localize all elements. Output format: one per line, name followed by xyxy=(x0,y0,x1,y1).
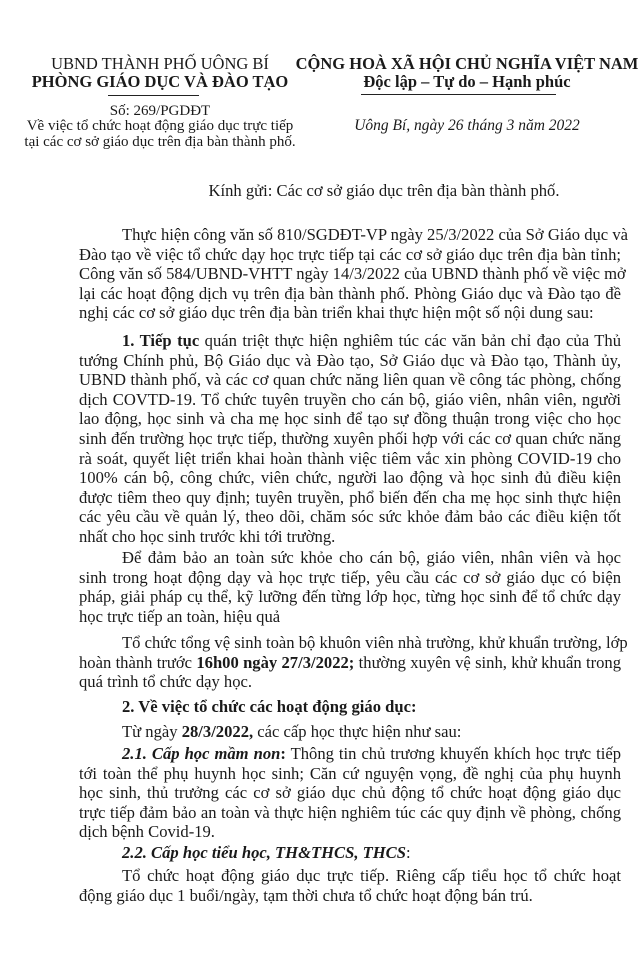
national-title: CỘNG HOÀ XÃ HỘI CHỦ NGHĨA VIỆT NAM xyxy=(295,54,639,73)
text-line: Tổ chức hoạt động giáo dục trực tiếp. Riêng cấp tiểu học tổ chức hoạt xyxy=(122,866,621,885)
place-date: Uông Bí, ngày 26 tháng 3 năm 2022 xyxy=(354,117,580,134)
text-line: nhất cho học sinh trước khi tới trường. xyxy=(79,526,336,546)
text-line: dịch bệnh Covid-19. xyxy=(79,822,215,842)
agency-underline xyxy=(108,95,199,96)
text-line xyxy=(79,331,621,351)
section-2-2-paragraph xyxy=(79,866,621,905)
intro-paragraph xyxy=(79,225,628,323)
effective-date: 28/3/2022, xyxy=(181,722,254,741)
text-segment: thường xuyên vệ sinh, khử khuẩn trong xyxy=(354,652,622,672)
text-line: các yêu cầu về quản lý, theo dõi, chăm sóc sức khỏe đảm bảo các điều kiện tốt xyxy=(79,507,621,527)
text-line: Để đảm bảo an toàn sức khỏe cho cán bộ, giáo viên, nhân viên và học xyxy=(122,548,621,567)
text-line: quá trình tổ chức dạy học. xyxy=(79,672,253,692)
document-number: Số: 269/PGDĐT xyxy=(109,103,211,119)
text-line: lại các hoạt động dịch vụ trên địa bàn thành phố. Phòng Giáo dục và Đào tạo đề xyxy=(79,283,621,303)
item-1-paragraph xyxy=(79,331,621,547)
subject-line-1: Về việc tổ chức hoạt động giáo dục trực tiếp xyxy=(26,118,294,134)
text-segment: Từ ngày xyxy=(122,722,182,741)
text-line: học trực tiếp an toàn, hiệu quả xyxy=(79,606,281,626)
motto-underline xyxy=(361,94,556,95)
text-line: sinh trong hoạt động dạy và học trực tiếp, yêu cầu các cơ sở giáo dục có biện xyxy=(79,567,621,587)
text-line: 100% cán bộ, công chức, viên chức, người lao động và học sinh đủ điều kiện xyxy=(79,468,621,488)
text-line xyxy=(79,653,621,673)
recipient-line: Kính gửi: Các cơ sở giáo dục trên địa bàn thành phố. xyxy=(208,181,560,200)
text-line: pháp, giải pháp cụ thể, kỹ lưỡng đến từng lớp học, từng học sinh để tổ chức dạy xyxy=(79,587,621,607)
text-line: tướng Chính phủ, Bộ Giáo dục và Đào tạo, Sở Giáo dục và Đào tạo, Thành ủy, xyxy=(79,350,621,370)
text-line: Thực hiện công văn số 810/SGDĐT-VP ngày 25/3/2022 của Sở Giáo dục và xyxy=(122,225,628,244)
section-2-effective-date xyxy=(122,722,461,742)
section-2-2-lead: 2.2. Cấp học tiểu học, TH&THCS, THCS xyxy=(122,843,406,862)
section-2-1-lead: 2.1. Cấp học mầm non xyxy=(122,744,281,763)
text-line: học sinh, thủ trưởng các cơ sở giáo dục chủ động tổ chức hoạt động giáo dục xyxy=(79,783,621,803)
text-segment: các cấp học thực hiện như sau: xyxy=(253,722,462,741)
text-line: nghị các cơ sở giáo dục trên địa bàn triển khai thực hiện một số nội dung sau: xyxy=(79,303,594,323)
deadline: 16h00 ngày 27/3/2022; xyxy=(196,652,355,672)
national-motto: Độc lập – Tự do – Hạnh phúc xyxy=(363,72,571,91)
text-line: lao động, học sinh và cha mẹ học sinh để tạo sự đồng thuận trong việc cho học xyxy=(79,409,621,429)
text-line: Công văn số 584/UBND-VHTT ngày 14/3/2022 của UBND thành phố về việc mở xyxy=(79,264,626,284)
colon: : xyxy=(405,843,411,862)
section-2-heading: 2. Về việc tổ chức các hoạt động giáo dục: xyxy=(122,697,417,716)
text-line: động giáo dục 1 buổi/ngày, tạm thời chưa tổ chức hoạt động bán trú. xyxy=(79,885,533,905)
text-segment: Thông tin chủ trương khuyến khích học trực tiếp xyxy=(285,744,621,763)
safety-paragraph xyxy=(79,548,621,626)
text-line: UBND thành phố, và các cơ quan chức năng liên quan về công tác phòng, chống xyxy=(79,370,621,390)
text-line: tới toàn thể phụ huynh học sinh; Căn cứ nguyện vọng, đề nghị của phụ huynh xyxy=(79,763,621,783)
text-line: Tổ chức tổng vệ sinh toàn bộ khuôn viên nhà trường, khử khuẩn trường, lớp xyxy=(122,633,628,652)
section-2-1-paragraph xyxy=(79,744,621,842)
agency-parent: UBND THÀNH PHỐ UÔNG BÍ xyxy=(51,54,269,73)
sanitation-paragraph xyxy=(79,633,628,692)
subject-line-2: tại các cơ sở giáo dục trên địa bàn thành phố. xyxy=(24,134,296,150)
text-segment: hoàn thành trước xyxy=(79,652,197,672)
text-line: rà soát, quyết liệt triển khai hoàn thành việc tiêm vắc xin phòng COVID-19 cho xyxy=(79,448,621,468)
agency-name: PHÒNG GIÁO DỤC VÀ ĐÀO TẠO xyxy=(31,72,289,91)
text-line: được tiêm theo quy định; tuyên truyền, phổ biến đến cha mẹ học sinh thực hiện xyxy=(79,487,621,507)
text-line: sinh đến trường học trực tiếp, thường xuyên phối hợp với các cơ quan chức năng xyxy=(79,428,621,448)
text-line: Đào tạo về việc tổ chức dạy học trực tiếp tại các cơ sở giáo dục trên địa bàn tỉnh; xyxy=(79,244,621,264)
colon: : xyxy=(280,744,286,763)
text-line: dịch COVTD-19. Tổ chức tuyên truyền cho cán bộ, giáo viên, nhân viên, người xyxy=(79,389,621,409)
section-2-2-heading xyxy=(122,843,411,863)
text-line xyxy=(79,744,621,764)
text-line: trực tiếp đảm bảo an toàn và thực hiện nghiêm túc các quy định về phòng, chống xyxy=(79,802,621,822)
item-1-lead: 1. Tiếp tục xyxy=(122,331,200,350)
text-segment: quán triệt thực hiện nghiêm túc các văn bản chỉ đạo của Thủ xyxy=(199,331,621,350)
